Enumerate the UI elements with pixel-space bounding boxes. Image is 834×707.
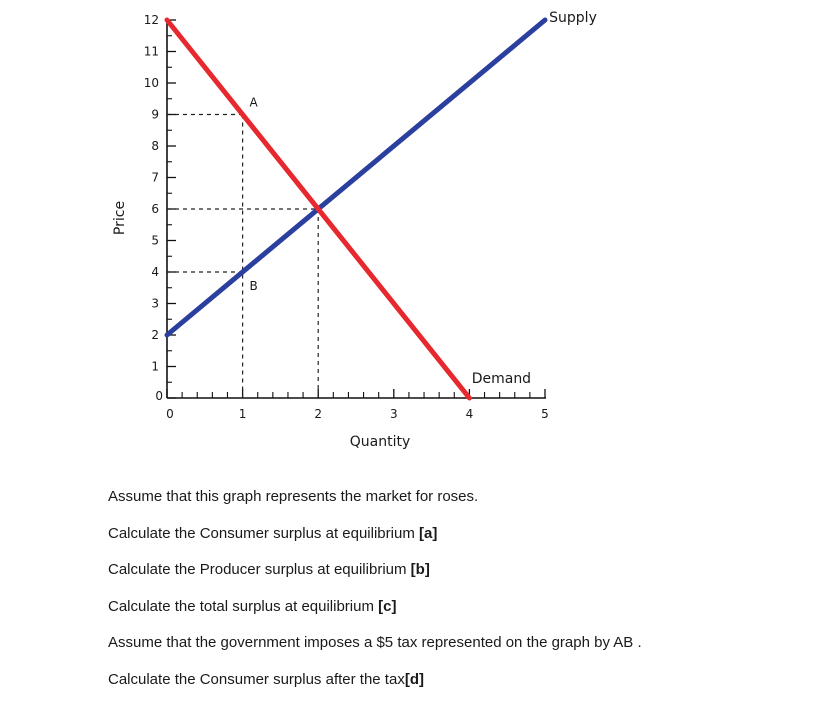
y-tick-label: 12 bbox=[143, 13, 159, 27]
point-label-a: A bbox=[249, 95, 258, 110]
supply-line bbox=[167, 20, 545, 335]
x-tick-label: 3 bbox=[389, 407, 398, 421]
y-tick-label: 10 bbox=[143, 76, 159, 90]
x-tick-label: 1 bbox=[238, 407, 247, 421]
y-tick-label: 8 bbox=[151, 139, 159, 153]
demand-label: Demand bbox=[471, 371, 532, 387]
question-b: Calculate the Producer surplus at equilibrium [b] bbox=[108, 561, 430, 579]
point-label-b: B bbox=[249, 279, 258, 293]
x-axis-title: Quantity bbox=[349, 434, 411, 450]
x-tick-label: 4 bbox=[465, 407, 474, 421]
x-tick-label: 0 bbox=[166, 407, 174, 421]
y-tick-label: 11 bbox=[143, 44, 159, 59]
y-tick-label: 0 bbox=[155, 389, 163, 403]
question-c: Calculate the total surplus at equilibrium [c] bbox=[108, 597, 397, 615]
supply-label: Supply bbox=[549, 10, 597, 26]
demand-line bbox=[167, 20, 469, 398]
y-tick-label: 6 bbox=[151, 202, 159, 216]
question-a: Calculate the Consumer surplus at equilibrium [a] bbox=[108, 524, 438, 542]
y-tick-label: 4 bbox=[151, 265, 159, 279]
question-intro: Assume that this graph represents the market for roses. bbox=[108, 488, 479, 505]
y-tick-label: 3 bbox=[151, 296, 159, 311]
x-tick-label: 2 bbox=[314, 407, 323, 421]
y-tick-label: 7 bbox=[151, 170, 159, 185]
y-tick-label: 5 bbox=[151, 233, 159, 248]
y-tick-label: 9 bbox=[151, 107, 159, 122]
y-axis-title: Price bbox=[112, 200, 128, 236]
x-tick-label: 5 bbox=[541, 407, 549, 421]
y-tick-label: 1 bbox=[151, 359, 159, 374]
question-d: Calculate the Consumer surplus after the tax[d] bbox=[108, 670, 424, 688]
y-tick-label: 2 bbox=[151, 328, 159, 342]
question-tax: Assume that the government imposes a $5 tax represented on the graph by AB . bbox=[108, 634, 642, 652]
question-list bbox=[108, 487, 828, 707]
